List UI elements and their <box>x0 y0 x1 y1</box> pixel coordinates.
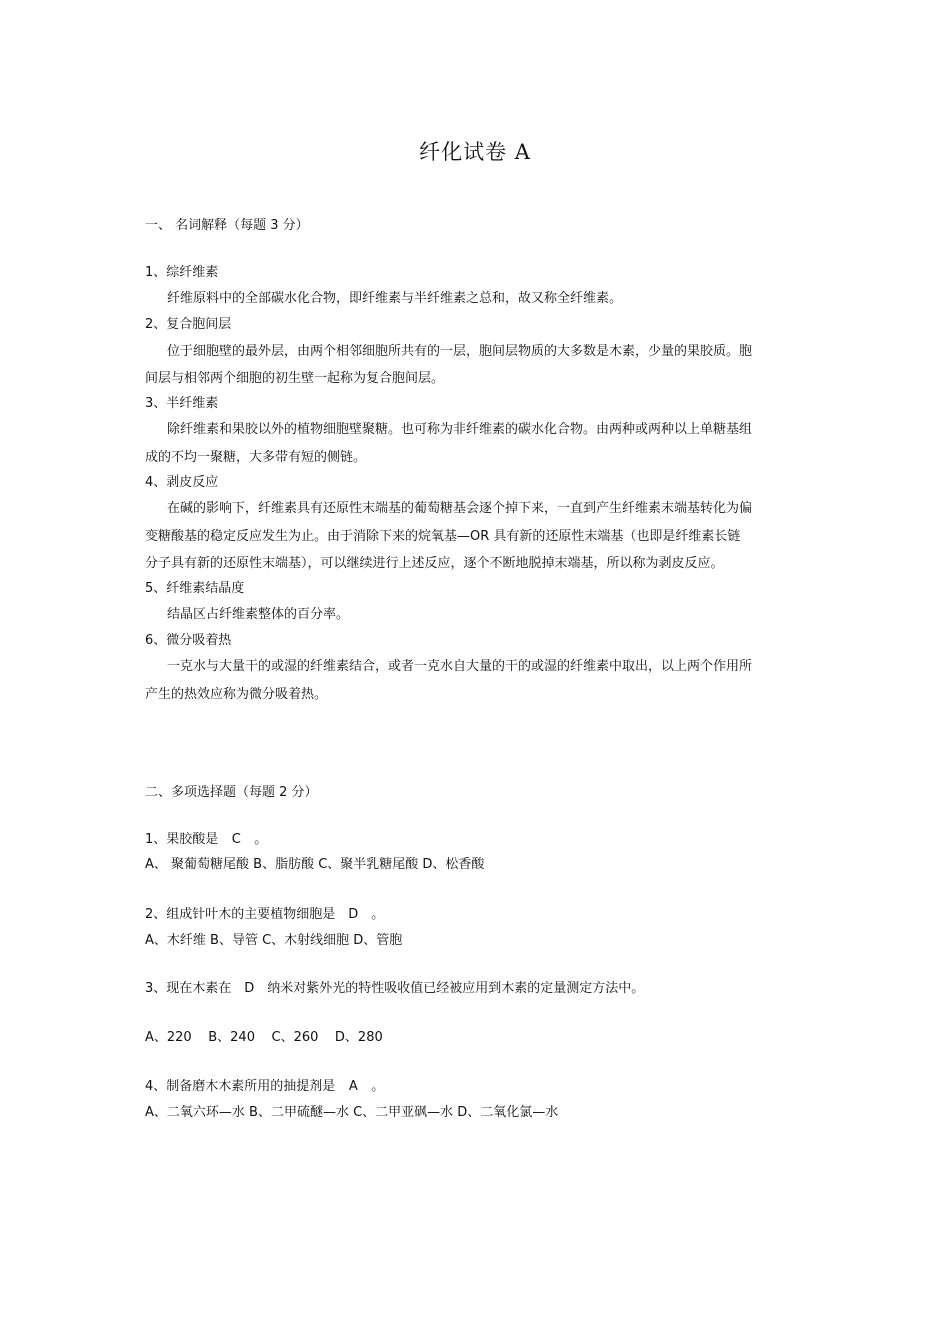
definition-6-line-2: 产生的热效应称为微分吸着热。 <box>145 687 328 702</box>
question-2-stem-before: 2、组成针叶木的主要植物细胞是 <box>145 907 336 922</box>
question-2-stem-after: 。 <box>371 907 385 922</box>
question-3-answer: D <box>244 981 255 996</box>
section1-heading: 一、 名词解释（每题 3 分） <box>145 218 309 233</box>
question-3-stem-before: 3、现在木素在 <box>145 981 232 996</box>
question-4-answer: A <box>348 1079 358 1094</box>
question-1-stem <box>145 828 267 847</box>
question-1-options: A、 聚葡萄糖尾酸 B、脂肪酸 C、聚半乳糖尾酸 D、松香酸 <box>145 857 485 872</box>
question-4-options: A、二氧六环—水 B、二甲硫醚—水 C、二甲亚砜—水 D、二氧化氯—水 <box>145 1105 559 1120</box>
question-1-answer: C <box>231 832 241 847</box>
question-2-options: A、木纤维 B、导管 C、木射线细胞 D、管胞 <box>145 933 403 948</box>
term-3: 3、半纤维素 <box>145 396 219 411</box>
question-4-stem <box>145 1075 384 1094</box>
question-3-stem <box>145 977 644 996</box>
section2-heading: 二、多项选择题（每题 2 分） <box>145 785 318 800</box>
question-1-stem-before: 1、果胶酸是 <box>145 832 219 847</box>
term-4: 4、剥皮反应 <box>145 475 219 490</box>
question-1-stem-after: 。 <box>254 832 268 847</box>
definition-4-line-1: 在碱的影响下，纤维素具有还原性末端基的葡萄糖基会逐个掉下来，一直到产生纤维素末端基转化为偏 <box>167 501 753 516</box>
question-3-stem-after: 纳米对紫外光的特性吸收值已经被应用到木素的定量测定方法中。 <box>267 981 645 996</box>
question-2-stem <box>145 903 384 922</box>
definition-2-line-1: 位于细胞壁的最外层，由两个相邻细胞所共有的一层，胞间层物质的大多数是木素，少量的果胶质。胞 <box>167 344 753 359</box>
term-6: 6、微分吸着热 <box>145 633 232 648</box>
term-2: 2、复合胞间层 <box>145 317 232 332</box>
question-3-options: A、220 B、240 C、260 D、280 <box>145 1030 383 1045</box>
definition-6-line-1: 一克水与大量干的或湿的纤维素结合，或者一克水自大量的干的或湿的纤维素中取出，以上两个作用所 <box>167 659 753 674</box>
question-4-stem-before: 4、制备磨木木素所用的抽提剂是 <box>145 1079 336 1094</box>
definition-1-line-1: 纤维原料中的全部碳水化合物，即纤维素与半纤维素之总和，故又称全纤维素。 <box>167 291 623 306</box>
page-title: 纤化试卷 A <box>419 140 531 164</box>
term-1: 1、综纤维素 <box>145 265 219 280</box>
definition-4-line-3: 分子具有新的还原性末端基），可以继续进行上述反应，逐个不断地脱掉末端基，所以称为剥皮反应。 <box>145 556 724 571</box>
definition-2-line-2: 间层与相邻两个细胞的初生壁一起称为复合胞间层。 <box>145 371 445 386</box>
definition-3-line-1: 除纤维素和果胶以外的植物细胞壁聚糖。也可称为非纤维素的碳水化合物。由两种或两种以上单糖基组 <box>167 422 753 437</box>
question-2-answer: D <box>348 907 359 922</box>
definition-4-line-2: 变糖酸基的稳定反应发生为止。由于消除下来的烷氧基—OR 具有新的还原性末端基（也即是纤维素长链 <box>145 529 741 544</box>
term-5: 5、纤维素结晶度 <box>145 581 245 596</box>
question-4-stem-after: 。 <box>371 1079 385 1094</box>
definition-5-line-1: 结晶区占纤维素整体的百分率。 <box>167 607 350 622</box>
definition-3-line-2: 成的不均一聚糖，大多带有短的侧链。 <box>145 450 367 465</box>
